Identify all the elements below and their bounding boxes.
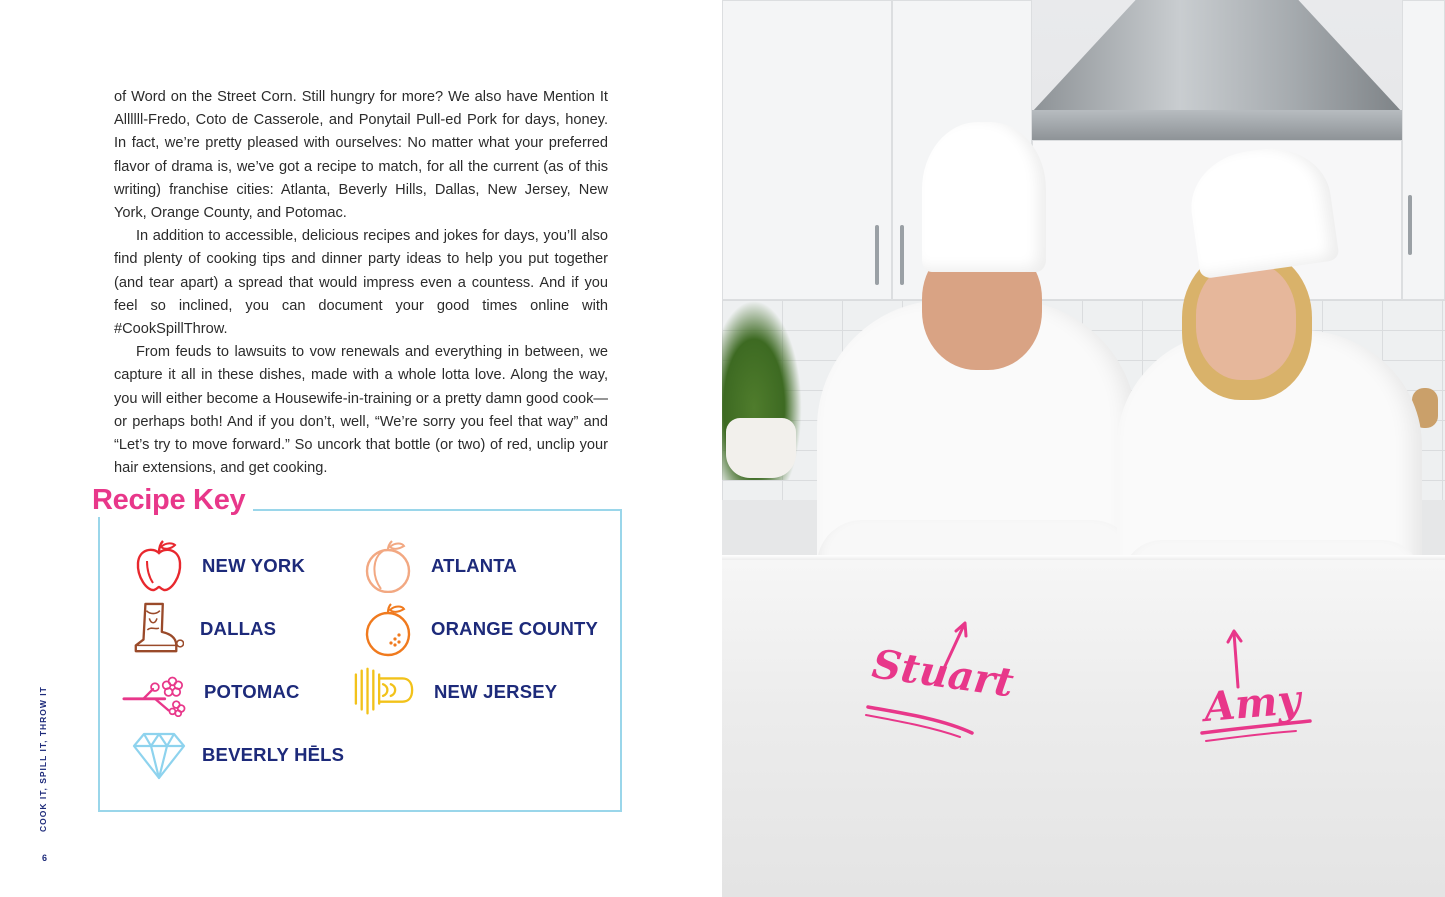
key-label-potomac: POTOMAC [204,681,300,702]
key-label-orange-county: ORANGE COUNTY [431,618,599,639]
body-text [114,86,608,480]
cherry-blossom-icon [122,665,186,719]
key-item-new-york [132,539,305,593]
cowboy-boot-icon [130,602,184,656]
key-item-dallas [130,602,276,656]
countertop [722,560,1445,897]
chef-photo [722,0,1445,897]
paragraph-3: From feuds to lawsuits to vow renewals and everything in between, we capture it all in these dishes, made with a whole lotta love. Along the way, you will either become a Housewife-in-training or a pretty damn good cook—or perhaps both! And if you don’t, well, “We’re sorry you feel that way” and “Let’s try to move forward.” So uncork that bottle (or two) of red, unclip your hair extensions, and get cooking. [114,344,608,477]
plant-pot [726,418,796,478]
amy-face [1196,262,1296,380]
key-label-dallas: DALLAS [200,618,277,639]
key-item-atlanta [361,539,517,593]
cabinet-handle [1408,195,1412,255]
cabinet [722,0,892,300]
hair-extension-icon [352,665,416,719]
recipe-key-title: Recipe Key [92,484,253,517]
key-item-orange-county [361,602,598,656]
running-head: COOK IT, SPILL IT, THROW IT [38,686,48,832]
key-label-atlanta: ATLANTA [431,555,517,576]
peach-icon [361,539,415,593]
paragraph-1: of Word on the Street Corn. Still hungry for more? We also have Mention It Allllll-Fredo, Coto de Casserole, and Ponytail Pull-ed Pork for days, honey. In fact, we’re pretty pleased with ourselves: No matter what your preferred flavor of drama is, we’ve got a recipe to match, for all the current (as of this writing) franchise cities: Atlanta, Beverly Hills, Dallas, New Jersey, New York, Orange County, and Potomac. [114,89,608,222]
cabinet [1402,0,1445,300]
stuart-label: Stuart [869,640,1017,707]
key-label-beverly-hills: BEVERLY HĒLS [202,744,345,765]
left-page [0,0,722,897]
cabinet-handle [875,225,879,285]
amy-label: Amy [1202,675,1303,732]
paragraph-2: In addition to accessible, delicious recipes and jokes for days, you’ll also find plenty of cooking tips and dinner party ideas to help you put together (and tear apart) a spread that would impress even a countess. And if you feel so inclined, you can document your good times online with #CookSpillThrow. [114,228,608,338]
key-item-new-jersey [352,665,557,719]
key-item-potomac [122,665,300,719]
key-label-new-jersey: NEW JERSEY [434,681,558,702]
cabinet-handle [900,225,904,285]
apple-icon [132,539,186,593]
orange-icon [361,602,415,656]
key-item-beverly-hills [132,728,344,782]
range-hood-front [1032,110,1402,140]
page-number: 6 [42,853,48,863]
stuart-chef-hat [922,122,1046,272]
key-label-new-york: NEW YORK [202,555,306,576]
diamond-icon [132,728,186,782]
